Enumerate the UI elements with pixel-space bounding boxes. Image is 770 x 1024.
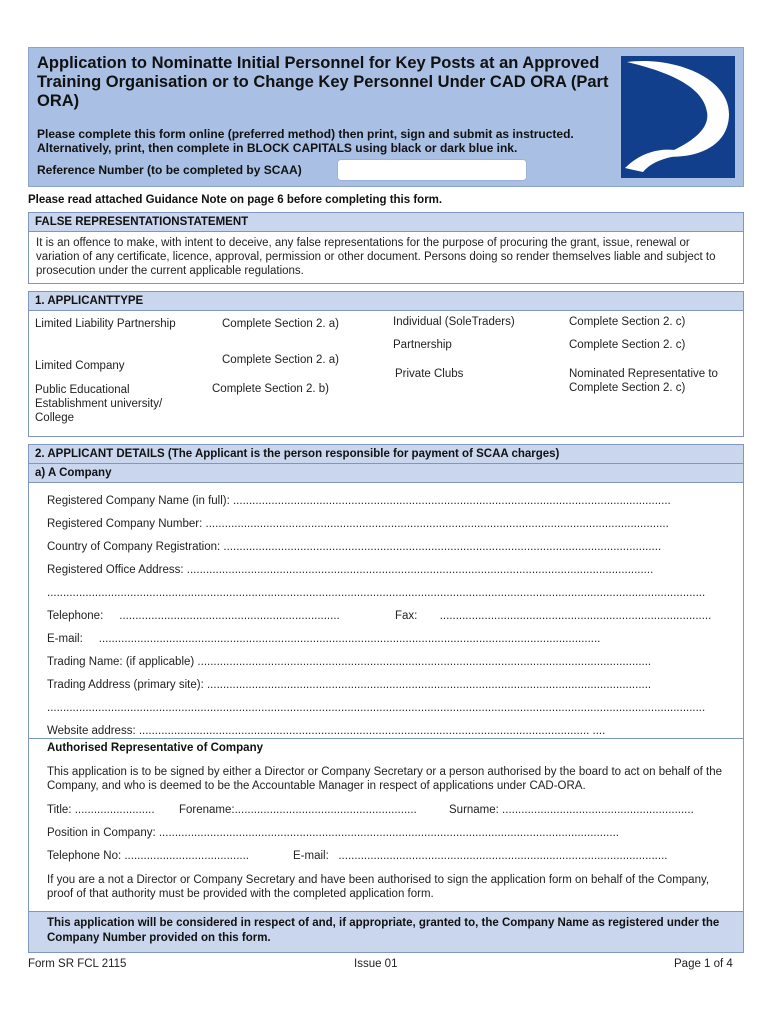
country-registration-field[interactable]: Country of Company Registration: .........................................................................................................................................: [47, 541, 662, 553]
company-number-field[interactable]: Registered Company Number: .................................................................................................................................................: [47, 518, 669, 530]
false-representation-section: [28, 212, 744, 284]
applicant-type-heading: 1. APPLICANTTYPE: [29, 292, 743, 311]
guidance-note: Please read attached Guidance Note on page 6 before completing this form.: [28, 194, 443, 206]
fax-field[interactable]: Fax: .....................................................................................: [395, 610, 712, 622]
applicant-type-individual[interactable]: Individual (SoleTraders): [393, 316, 515, 328]
false-representation-text: It is an offence to make, with intent to deceive, any false representations for the purpose of procuring the grant, issue, renewal or variation of any certificate, licence, approval, permission or other document. Persons doing so render themselves liable and subject to prosecution under the current applicable regulations.: [36, 237, 716, 278]
rep-email-field[interactable]: E-mail: .......................................................................................................: [293, 850, 668, 862]
applicant-details-section: [28, 444, 744, 953]
page-number: Page 1 of 4: [674, 958, 733, 970]
representative-intro: This application is to be signed by either a Director or Company Secretary or a person authorised by the board to act on behalf of the Company, and who is deemed to be the Accountable Manager in respect of applications under CAD-ORA.: [47, 766, 723, 793]
representative-divider: [29, 738, 743, 739]
telephone-field[interactable]: Telephone: .....................................................................: [47, 610, 340, 622]
surname-field[interactable]: Surname: ............................................................: [449, 804, 694, 816]
authority-note: If you are a not a Director or Company Secretary and have been authorised to sign the application form on behalf of the Company, proof of that authority must be provided with the completed application form.: [47, 874, 710, 901]
applicant-type-private-clubs-section: Nominated Representative to Complete Section 2. c): [569, 368, 718, 394]
form-header: [28, 47, 744, 187]
consideration-note: This application will be considered in respect of and, if appropriate, granted to, the Company Name as registered under the Company Number provided on this form.: [29, 911, 743, 952]
applicant-type-llp[interactable]: Limited Liability Partnership: [35, 318, 176, 330]
rep-telephone-field[interactable]: Telephone No: .......................................: [47, 850, 249, 862]
scaa-logo-icon: [621, 56, 735, 178]
trading-address-field[interactable]: Trading Address (primary site): ...........................................................................................................................................: [47, 679, 652, 691]
applicant-type-partnership[interactable]: Partnership: [393, 339, 452, 351]
email-field[interactable]: E-mail: .............................................................................................................................................................: [47, 633, 601, 645]
applicant-type-public-education-section: Complete Section 2. b): [212, 383, 329, 395]
applicant-type-limited-company[interactable]: Limited Company: [35, 360, 125, 372]
applicant-type-llp-section: Complete Section 2. a): [222, 318, 339, 330]
instructions-line-2: Alternatively, print, then complete in BLOCK CAPITALS using black or dark blue ink.: [37, 141, 518, 155]
representative-heading: Authorised Representative of Company: [47, 742, 263, 754]
applicant-details-heading: 2. APPLICANT DETAILS (The Applicant is the person responsible for payment of SCAA charges): [29, 445, 743, 464]
forename-field[interactable]: Forename:.........................................................: [179, 804, 417, 816]
applicant-type-public-education[interactable]: Public Educational Establishment university/ College: [35, 384, 163, 424]
company-name-field[interactable]: Registered Company Name (in full): .........................................................................................................................................: [47, 495, 671, 507]
trading-address-line-2[interactable]: ..............................................................................................................................................................................................................: [47, 702, 706, 714]
applicant-type-limited-company-section: Complete Section 2. a): [222, 354, 339, 366]
website-field[interactable]: Website address: ............................................................................................................................................. ....: [47, 725, 606, 737]
reference-label: Reference Number (to be completed by SCAA): [37, 163, 302, 177]
trading-name-field[interactable]: Trading Name: (if applicable) ..............................................................................................................................................: [47, 656, 652, 668]
applicant-type-section: [28, 291, 744, 437]
form-title: Application to Nominatte Initial Personnel for Key Posts at an Approved Training Organisation or to Change Key Personnel Under CAD ORA (Part ORA): [37, 54, 609, 110]
form-instructions: [37, 127, 647, 155]
applicant-type-private-clubs[interactable]: Private Clubs: [395, 368, 464, 380]
office-address-field[interactable]: Registered Office Address: ..................................................................................................................................................: [47, 564, 654, 576]
title-field[interactable]: Title: .........................: [47, 804, 155, 816]
form-id: Form SR FCL 2115: [28, 958, 127, 970]
false-representation-heading: FALSE REPRESENTATIONSTATEMENT: [29, 213, 743, 232]
applicant-type-partnership-section: Complete Section 2. c): [569, 339, 686, 351]
instructions-line-1: Please complete this form online (preferred method) then print, sign and submit as instructed.: [37, 127, 574, 141]
issue-number: Issue 01: [354, 958, 398, 970]
reference-number-input[interactable]: [337, 159, 527, 181]
office-address-line-2[interactable]: ..............................................................................................................................................................................................................: [47, 587, 706, 599]
applicant-type-individual-section: Complete Section 2. c): [569, 316, 686, 328]
position-field[interactable]: Position in Company: ................................................................................................................................................: [47, 827, 619, 839]
company-subheading: a) A Company: [29, 464, 743, 483]
